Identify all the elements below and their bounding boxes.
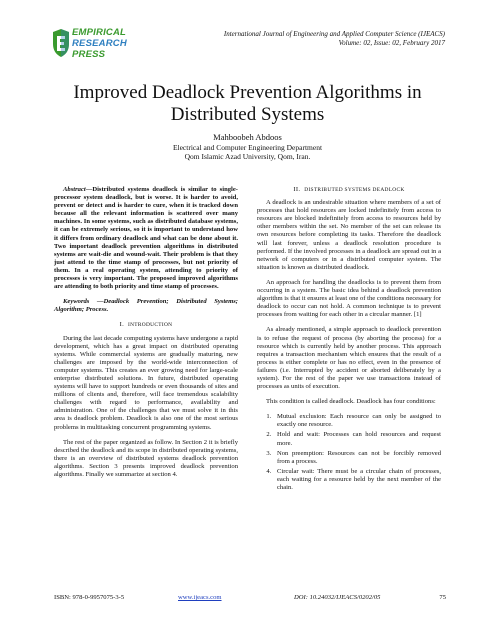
- logo-text-line2: RESEARCH: [72, 38, 127, 49]
- section-number: II.: [293, 186, 301, 193]
- author-affiliation: [40, 143, 455, 161]
- right-column: [257, 186, 441, 494]
- section-number: I.: [119, 321, 125, 329]
- deadlock-paragraph-1: A deadlock is an undesirable situation where members of a set of processes that hold resources are locked indefinitely from access to resources are blocked indefinitely from access to resources held by other members within the set. No member of the set can release its own resources before completing its tasks. Therefore the deadlock will last forever, unless a deadlock resolution procedure is performed. If the involved processes in a deadlock are spread out in a network of computers or in a distributed computer system. The situation is known as distributed deadlock.: [257, 199, 441, 271]
- list-item: 4. Circular wait: There must be a circular chain of processes, each waiting for a resource held by the next member of the chain.: [273, 468, 441, 492]
- intro-paragraph-1: During the last decade computing systems have undergone a rapid development, which has a great impact on distributed operating systems. While commercial systems are gradually maturing, new challenges are imposed by the world-wide interconnection of computer systems. This creates an ever growing need for large-scale enterprise distributed solutions. In future, distributed operating systems will have to support hundreds or even thousands of sites and millions of clients and, therefore, will face tremendous scalability challenges with regard to performance, availability and administration. One of the challenges that we must solve it in this area is deadlock problem. Deadlock is also one of the most serious problems in multitasking concurrent programming systems.: [54, 334, 238, 431]
- deadlock-conditions-list: [257, 413, 441, 492]
- paper-title: [40, 82, 455, 126]
- list-item: 3. Non preemption: Resources can not be forcibly removed from a process.: [273, 450, 441, 466]
- paper-title-line2: Distributed Systems: [170, 104, 325, 125]
- deadlock-paragraph-2: An approach for handling the deadlocks is to prevent them from occurring in a system. The basic idea behind a deadlock prevention algorithm is that it ensures at least one of the conditions necessary for deadlock to occur can not hold. A common technique is to prevent processes from waiting for each other in a circular manner. [1]: [257, 278, 441, 319]
- journal-info: [224, 30, 445, 48]
- left-column: [54, 186, 238, 486]
- publisher-logo: [50, 26, 140, 62]
- deadlock-paragraph-4: This condition is called deadlock. Deadlock has four conditions:: [266, 398, 436, 406]
- paper-title-line1: Improved Deadlock Prevention Algorithms in: [73, 82, 422, 103]
- affiliation-line1: Electrical and Computer Engineering Department: [172, 143, 323, 152]
- section-heading-deadlock: [257, 186, 441, 194]
- section-title: INTRODUCTION: [128, 322, 173, 329]
- intro-paragraph-2: The rest of the paper organized as follow. In Section 2 it is briefly described the deadlock and its scope in distributed operating systems, there is an overview of distributed systems deadlock prevention algorithms. Section 3 presents improved deadlock prevention algorithms. Finally we summarize at section 4.: [54, 438, 238, 478]
- page-number: 75: [439, 594, 446, 601]
- keywords: [54, 298, 238, 314]
- abstract-label: Abstract: [63, 186, 86, 193]
- list-item: 1. Mutual exclusion: Each resource can only be assigned to exactly one resource.: [273, 413, 441, 429]
- logo-text-line1: EMPIRICAL: [72, 27, 127, 38]
- publisher-logo-icon: [50, 28, 72, 58]
- abstract-text: —Distributed systems deadlock is similar to single-processor system deadlock, but is worse. It is harder to avoid, prevent or detect and is harder to cure, when it is tracked down because all the relevant information is scattered over many machines. In some systems, such as distributed database systems, it can be extremely serious, so it is important to understand how it differs from ordinary deadlock and what can be done about it. Two important deadlock prevention algorithms in distributed systems are wait-die and wound-wait. Their problem is that they just attend to the time stamp of processes, but not priority of them. In a real operating system, attending to priority of processes is very important. The proposed improved algorithms are attending to both priority and time stamp of processes.: [54, 186, 238, 291]
- section-title: DISTRIBUTED SYSTEMS DEADLOCK: [304, 187, 405, 193]
- keywords-text: —Deadlock Prevention; Distributed Systems; Algorithm; Process.: [54, 298, 238, 314]
- abstract: [54, 186, 238, 291]
- journal-link[interactable]: www.ijeacs.com: [178, 594, 222, 601]
- doi: DOI: 10.24032/IJEACS/0202/05: [294, 594, 381, 601]
- author-name: Mahboobeh Abdoos: [213, 132, 282, 142]
- deadlock-paragraph-3: As already mentioned, a simple approach to deadlock prevention is to refuse the request of process (by aborting the process) for a resource which is currently held by another process. This approach requires a transaction mechanism which ensures that the result of a process is either complete or has no effect, even in the presence of failures (i.e. Interrupted by accident or aborted deliberately by a system). For the rest of the paper we use transactions instead of processes as units of execution.: [257, 326, 441, 391]
- logo-text-line3: PRESS: [72, 49, 106, 60]
- list-item: 2. Hold and wait: Processes can hold resources and request more.: [273, 431, 441, 447]
- isbn: ISBN: 978-0-9957075-3-5: [54, 594, 125, 601]
- page-header: [50, 26, 445, 66]
- section-heading-introduction: [54, 321, 238, 329]
- journal-volume: Volume: 02, Issue: 02, February 2017: [338, 39, 445, 47]
- journal-name: International Journal of Engineering and Applied Computer Science (IJEACS): [223, 30, 445, 38]
- keywords-label: Keywords: [63, 298, 90, 306]
- affiliation-line2: Qom Islamic Azad University, Qom, Iran.: [184, 152, 311, 161]
